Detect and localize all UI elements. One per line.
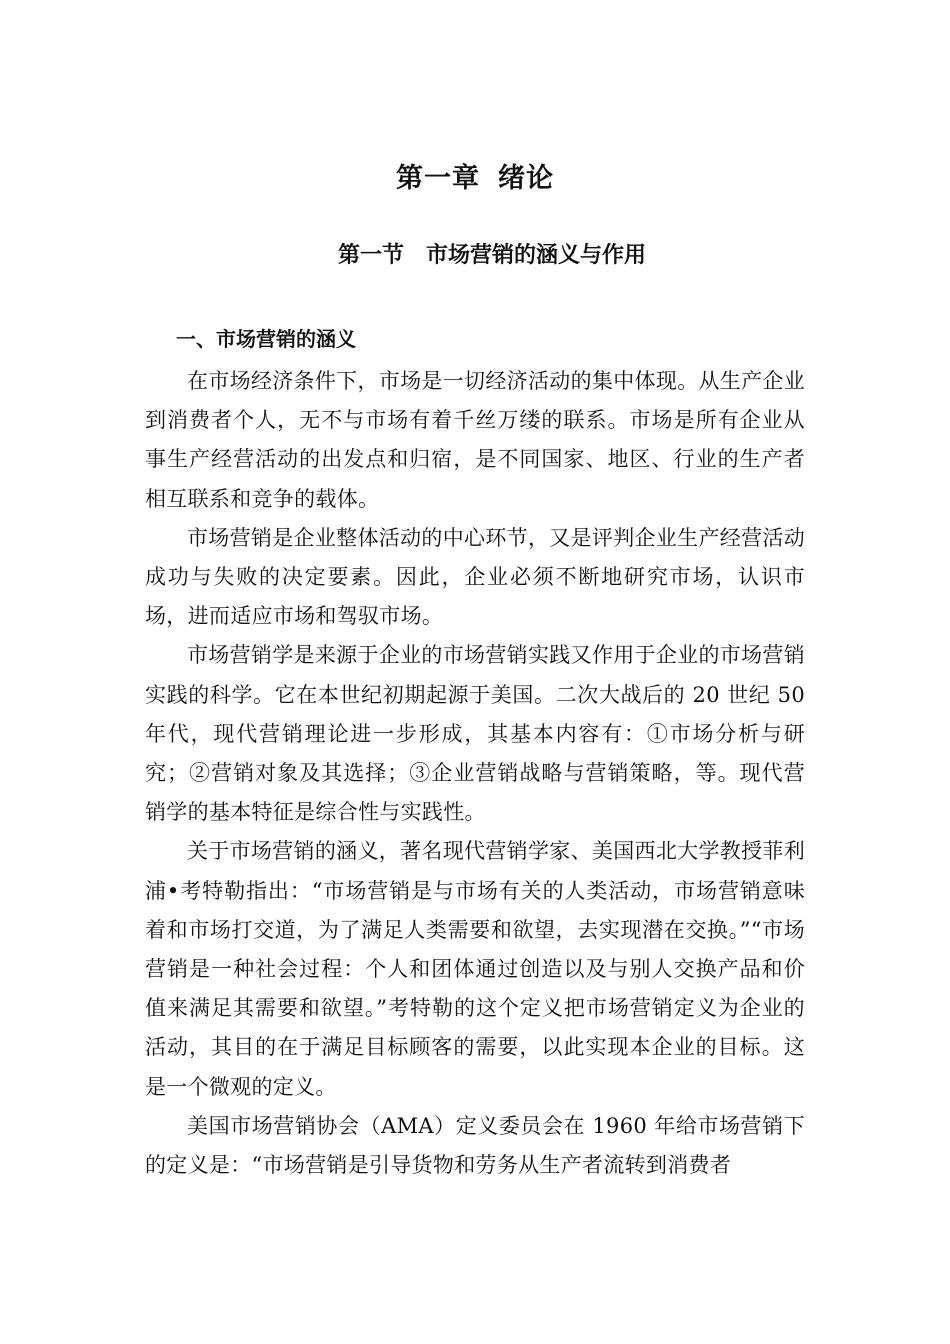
body-text: [145, 362, 805, 1185]
section-title: [0, 240, 950, 272]
chapter-name: 绪论: [498, 163, 554, 194]
paragraph: 关于市场营销的涵义，著名现代营销学家、美国西北大学教授菲利浦•考特勒指出：“市场营销是与市场有关的人类活动，市场营销意味着和市场打交道，为了满足人类需要和欲望，去实现潜在交换。”“市场营销是一种社会过程：个人和团体通过创造以及与别人交换产品和价值来满足其需要和欲望。”考特勒的这个定义把市场营销定义为企业的活动，其目的在于满足目标顾客的需要，以此实现本企业的目标。这是一个微观的定义。: [145, 839, 805, 1099]
paragraph: 在市场经济条件下，市场是一切经济活动的集中体现。从生产企业到消费者个人，无不与市场有着千丝万缕的联系。市场是所有企业从事生产经营活动的出发点和归宿，是不同国家、地区、行业的生产者相互联系和竞争的载体。: [145, 369, 805, 511]
chapter-number: 第一章: [396, 163, 480, 194]
subsection-title: 一、市场营销的涵义: [176, 327, 356, 351]
paragraph: 市场营销学是来源于企业的市场营销实践又作用于企业的市场营销实践的科学。它在本世纪初期起源于美国。二次大战后的 20 世纪 50 年代，现代营销理论进一步形成，其基本内容有：①市场分析与研究；②营销对象及其选择；③企业营销战略与营销策略，等。现代营销学的基本特征是综合性与实践性。: [145, 643, 805, 825]
section-name: 市场营销的涵义与作用: [426, 243, 647, 268]
paragraph: 美国市场营销协会（AMA）定义委员会在 1960 年给市场营销下的定义是：“市场营销是引导货物和劳务从生产者流转到消费者: [145, 1113, 805, 1178]
chapter-title: [0, 160, 950, 198]
paragraph: 市场营销是企业整体活动的中心环节，又是评判企业生产经营活动成功与失败的决定要素。因此，企业必须不断地研究市场，认识市场，进而适应市场和驾驭市场。: [145, 525, 805, 629]
section-number: 第一节: [337, 243, 404, 268]
